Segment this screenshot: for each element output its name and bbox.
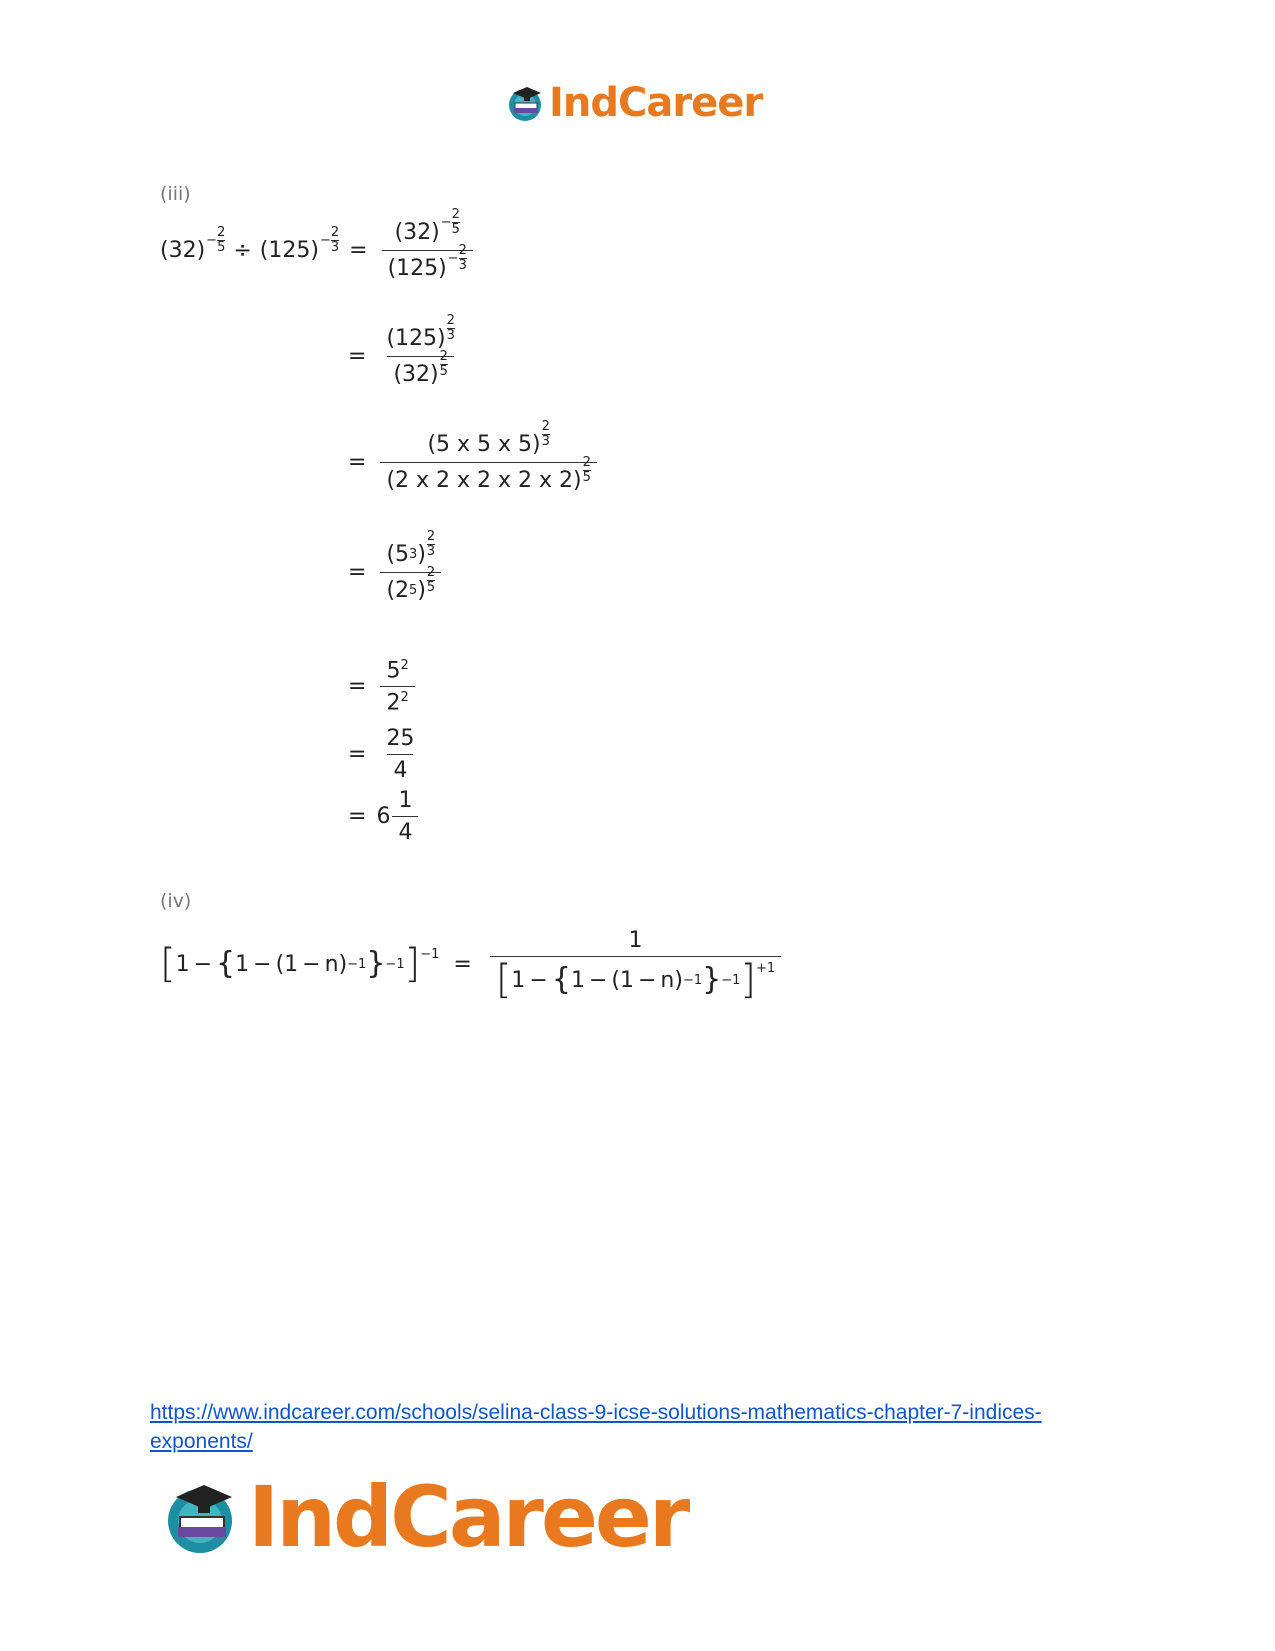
graduation-cap-globe-icon [160,1477,240,1557]
header-logo-text: IndCareer [549,80,763,126]
equation-line-4: = ( 5 3 ) 2 3 ( 2 5 ) 2 5 [348,540,445,605]
fraction-line-5: $\frac{5^2}{2^2}$ [380,658,414,716]
source-link[interactable]: https://www.indcareer.com/schools/selina-class-9-icse-solutions-mathematics-chapter-7-indices-exponents/ [150,1401,1042,1453]
fraction-line-1: (32) − $\frac{2}{5}$ (125) − $\frac{2}{3}$ [382,218,473,283]
base-125: (125) [259,238,319,263]
equation-line-2: = (125) 2 3 (32) 2 5 [348,324,465,389]
base-32: (32) [160,238,206,263]
fraction-line-4: ( 5 3 ) 2 3 ( 2 5 ) 2 5 [380,540,441,605]
equation-line-7: = 6 $\frac{1}{4}$ [348,788,422,845]
equation-line-1 [160,207,477,283]
footer-logo [160,1468,687,1566]
equals-sign: = [349,238,368,263]
fraction-line-6: $\frac{25}{4}$ [386,726,415,783]
equation-line-3: = (5 x 5 x 5) 2 3 (2 x 2 x 2 x 2 x 2) 2 5 [348,430,601,495]
equation-line-6: = $\frac{25}{4}$ [348,726,424,783]
exponent-neg-2-3: − $\frac{2}{3}$ [319,225,340,255]
fraction-line-7: $\frac{1}{4}$ [392,788,418,845]
mixed-number-whole: 6 [376,804,391,829]
part-iii-label: (iii) [160,183,191,205]
footer-logo-text: IndCareer [248,1468,688,1566]
part-iv-label: (iv) [160,890,192,912]
expression-left: [ 1 − { 1 − ( 1 − n ) −1 } −1 ] $^{-1}$ [160,941,440,987]
exponent-neg-2-5: − $\frac{2}{5}$ [206,225,226,255]
equation-line-5: = $\frac{5^2}{2^2}$ [348,658,419,716]
equation-iv: [ 1 − { 1 − ( 1 − n ) −1 } −1 ] $^{-1}$ = 1 [ 1 − { 1 − ( 1 − n ) −1 } −1 ] $^{+1}$ [160,928,785,1000]
graduation-cap-globe-icon [505,83,545,123]
fraction-line-2: (125) 2 3 (32) 2 5 [386,313,455,387]
fraction-iv: 1 [ 1 − { 1 − ( 1 − n ) −1 } −1 ] $^{+1}$ [490,928,781,1000]
divide-sign: ÷ [233,238,252,263]
fraction-line-3: (5 x 5 x 5) 2 3 (2 x 2 x 2 x 2 x 2) 2 5 [380,430,596,495]
header-logo [505,80,762,126]
